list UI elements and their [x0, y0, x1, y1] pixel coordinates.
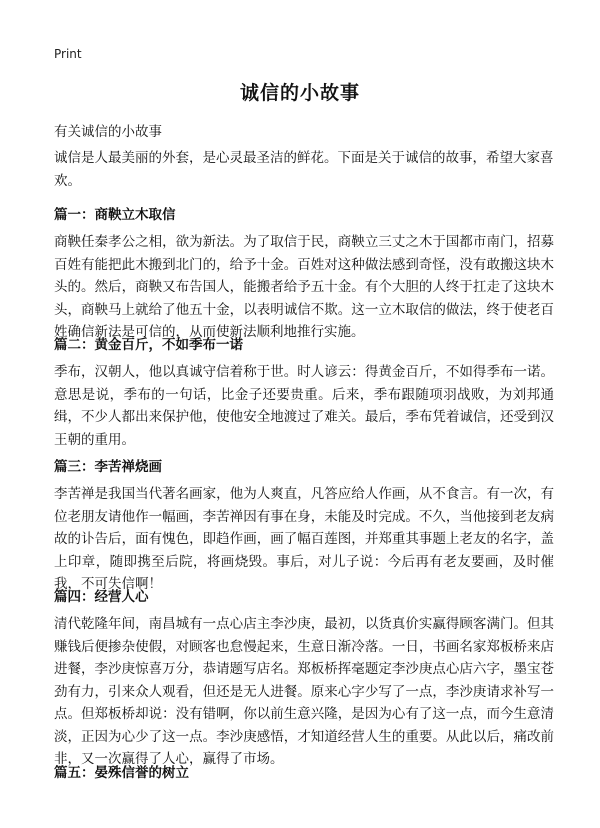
intro-paragraph: 诚信是人最美丽的外套，是心灵最圣洁的鲜花。下面是关于诚信的故事，希望大家喜欢。: [54, 150, 554, 189]
section-4-body: 清代乾隆年间，南昌城有一点心店主李沙庚，最初，以货真价实赢得顾客满门。但其赚钱后便掺杂使假，对顾客也怠慢起来，生意日渐冷落。一日，书画名家郑板桥来店进餐，李沙庚惊喜万分，恭请题写店名。郑板桥挥毫题定李沙庚点心店六字，墨宝苍劲有力，引来众人观看，但还是无人进餐。原来心字少写了一点，李沙庚请求补写一点。但郑板桥却说：没有错啊，你以前生意兴隆，是因为心有了这一点，而今生意清淡，正因为心少了这一点。李沙庚感悟，才知道经营人生的重要。从此以后，痛改前非，又一次赢得了人心，赢得了市场。: [54, 616, 554, 767]
section-1-heading: 篇一：商鞅立木取信: [54, 207, 176, 223]
section-2-body: 季布，汉朝人，他以真诚守信着称于世。时人谚云：得黄金百斤，不如得季布一诺。意思是说，季布的一句话，比金子还要贵重。后来，季布跟随项羽战败，为刘邦通缉，不少人都出来保护他，使他安全地渡过了难关。最后，季布凭着诚信，还受到汉王朝的重用。: [54, 364, 554, 448]
section-2-heading: 篇二：黄金百斤，不如季布一诺: [54, 337, 243, 353]
section-1-body: 商鞅任秦孝公之相，欲为新法。为了取信于民，商鞅立三丈之木于国都市南门，招募百姓有能把此木搬到北门的，给予十金。百姓对这种做法感到奇怪，没有敢搬这块木头的。然后，商鞅又布告国人，能搬者给予五十金。有个大胆的人终于扛走了这块木头，商鞅马上就给了他五十金，以表明诚信不欺。这一立木取信的做法，终于使老百姓确信新法是可信的，从而使新法顺利地推行实施。: [54, 234, 554, 340]
subtitle: 有关诚信的小故事: [54, 124, 162, 140]
print-link[interactable]: Print: [54, 47, 82, 61]
section-3-body: 李苦禅是我国当代著名画家，他为人爽直，凡答应给人作画，从不食言。有一次，有位老朋友请他作一幅画，李苦禅因有事在身，未能及时完成。不久，当他接到老友病故的讣告后，面有愧色，即趋作画，画了幅百莲图，并郑重其事题上老友的名字，盖上印章，随即携至后院，将画烧毁。事后，对儿子说：今后再有老友要画，及时催我，不可失信啊！: [54, 486, 554, 592]
section-5-heading: 篇五：晏殊信誉的树立: [54, 765, 189, 781]
page-title: 诚信的小故事: [239, 82, 360, 104]
section-3-heading: 篇三：李苦禅烧画: [54, 459, 162, 475]
section-4-heading: 篇四：经营人心: [54, 589, 149, 605]
